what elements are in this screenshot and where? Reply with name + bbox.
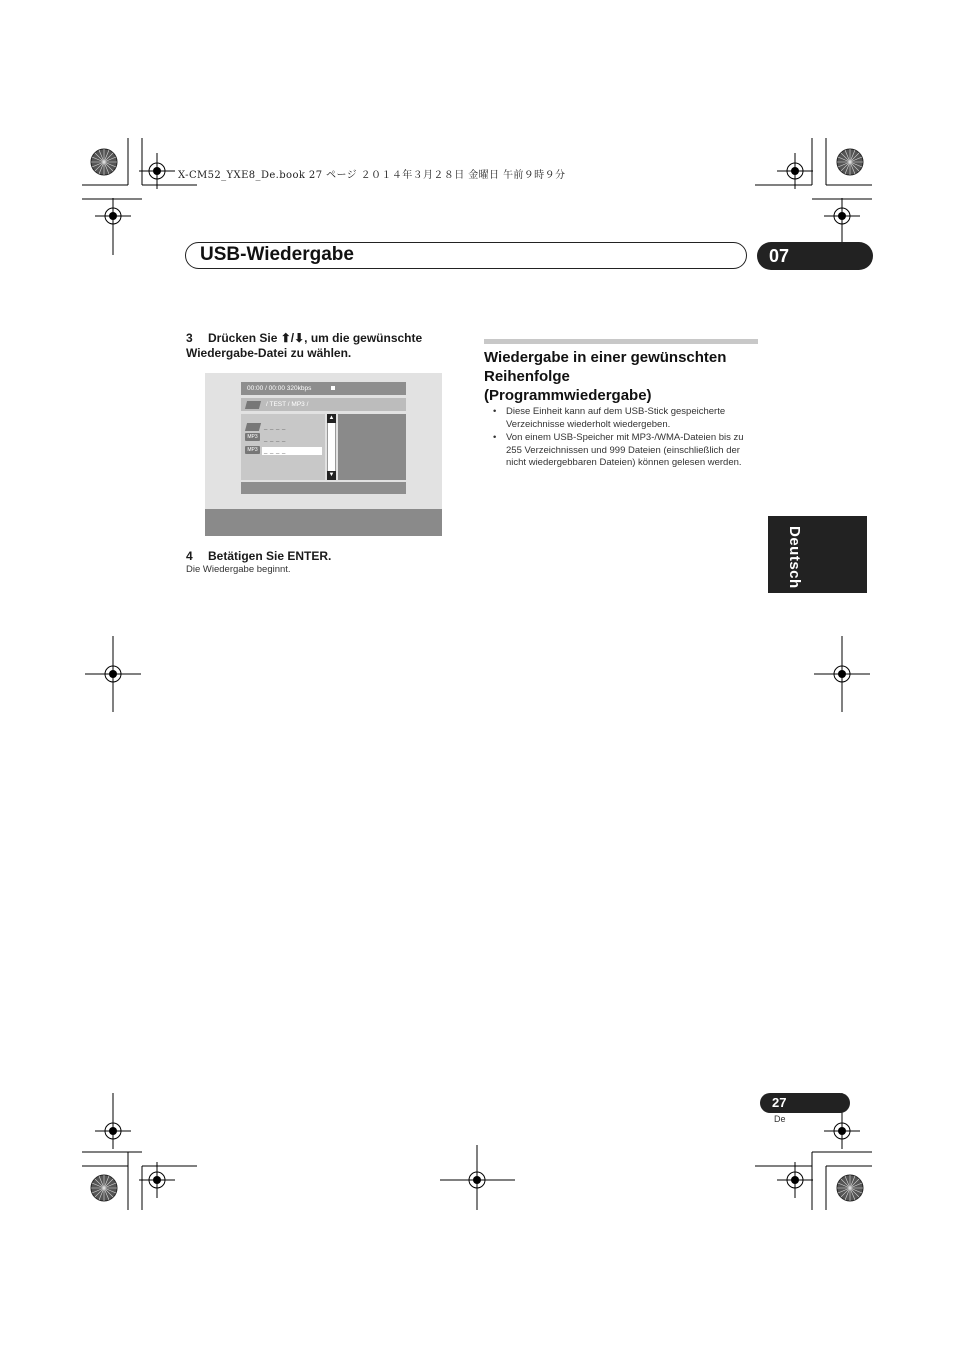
chapter-number: 07 <box>757 242 873 270</box>
language-tab-label: Deutsch <box>786 526 803 589</box>
step-number: 4 <box>186 549 193 563</box>
info-bar <box>241 482 406 494</box>
section-title-line: (Programmwiedergabe) <box>484 387 652 404</box>
mp3-file-icon: MP3 <box>245 446 260 454</box>
section-title <box>484 348 764 405</box>
print-header: X-CM52_YXE8_De.book 27 ページ ２０１４年３月２８日 金曜日 午前９時９分 <box>178 170 566 181</box>
list-item-label: _ _ _ _ <box>264 436 286 442</box>
folder-icon <box>245 423 261 431</box>
page-language: De <box>774 1114 786 1124</box>
step-text: Wiedergabe-Datei zu wählen. <box>186 346 352 360</box>
list-item-label: _ _ _ _ <box>264 424 286 430</box>
stop-icon <box>331 386 335 390</box>
path-bar: / TEST / MP3 / <box>241 398 406 411</box>
step-number: 3 <box>186 331 193 345</box>
bullet-item: • Von einem USB-Speicher mit MP3-/WMA-Dateien bis zu 255 Verzeichnissen und 999 Dateien (einschließlich der nicht wiedergebbaren Dateien) können gelesen werden. <box>490 432 762 470</box>
bullet-list <box>490 406 762 471</box>
step-4-body: Die Wiedergabe beginnt. <box>186 564 291 575</box>
folder-icon <box>245 401 261 409</box>
step-text: Drücken Sie <box>208 331 281 345</box>
section-title-line: Wiedergabe in einer gewünschten <box>484 349 727 366</box>
step-text: , um die gewünschte <box>304 331 423 345</box>
list-item-label: _ _ _ _ <box>264 448 286 454</box>
status-text: 00:00 / 00:00 320kbps <box>247 385 312 392</box>
mp3-file-icon: MP3 <box>245 433 260 441</box>
step-3 <box>186 331 446 361</box>
section-title-line: Reihenfolge <box>484 368 570 385</box>
section-rule <box>484 339 758 344</box>
preview-panel <box>338 414 406 480</box>
up-down-arrows-icon: ⬆/⬇ <box>280 331 305 345</box>
status-bar <box>241 382 406 395</box>
scroll-down-icon: ▼ <box>328 472 335 478</box>
step-4 <box>186 549 446 564</box>
page-number: 27 <box>760 1093 850 1113</box>
scroll-up-icon: ▲ <box>328 415 335 421</box>
bullet-item: • Diese Einheit kann auf dem USB-Stick gespeicherte Verzeichnisse wiederholt wiedergeben. <box>490 406 762 431</box>
step-text: Betätigen Sie ENTER. <box>208 549 332 563</box>
language-tab <box>768 516 867 593</box>
screen-footer <box>205 509 442 536</box>
chapter-title: USB-Wiedergabe <box>200 244 354 265</box>
